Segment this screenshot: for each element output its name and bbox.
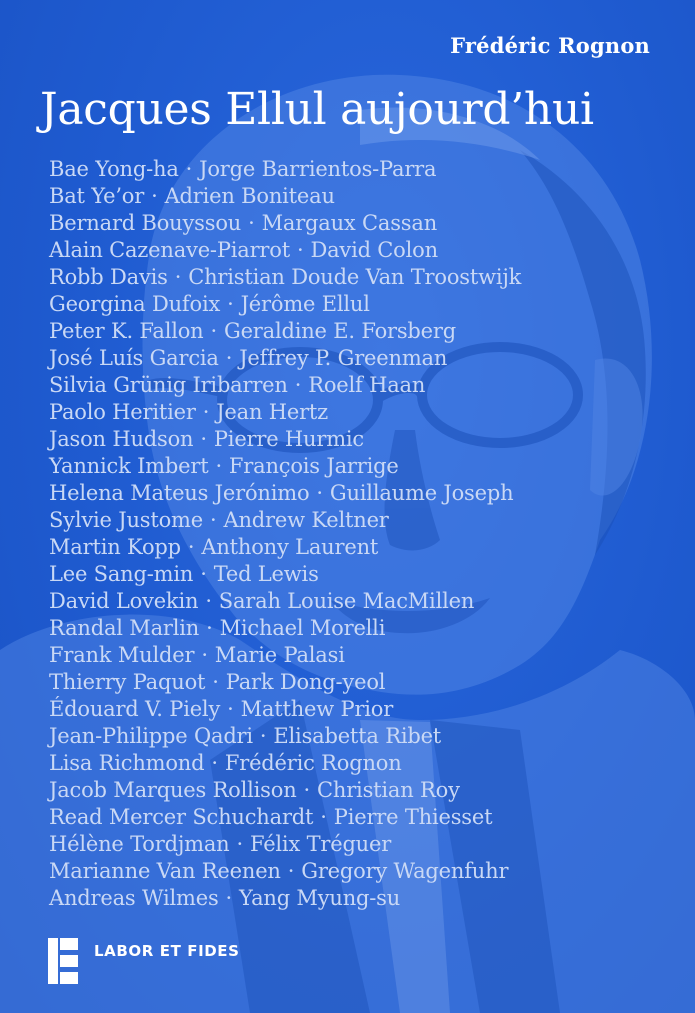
name-separator: ·: [227, 292, 234, 316]
contributor-name: Michael Morelli: [219, 616, 386, 640]
contributor-line: [49, 534, 669, 561]
contributor-name: Jason Hudson: [49, 427, 194, 451]
name-separator: ·: [206, 616, 213, 640]
contributor-line: [49, 318, 669, 345]
contributor-name: Margaux Cassan: [261, 211, 438, 235]
contributor-name: Christian Doude Van Troostwijk: [188, 265, 522, 289]
contributor-name: Bernard Bouyssou: [49, 211, 242, 235]
contributor-name: Yang Myung-su: [239, 886, 401, 910]
contributor-name: Félix Tréguer: [249, 832, 392, 856]
contributor-line: [49, 183, 669, 210]
contributor-name: Jacob Marques Rollison: [49, 778, 297, 802]
contributor-name: Marianne Van Reenen: [49, 859, 281, 883]
contributor-line: [49, 858, 669, 885]
contributor-line: [49, 156, 669, 183]
contributor-name: Matthew Prior: [240, 697, 394, 721]
name-separator: ·: [294, 373, 302, 397]
contributor-line: [49, 696, 669, 723]
contributor-list: [49, 156, 669, 912]
contributor-line: [49, 804, 669, 831]
contributor-line: [49, 426, 669, 453]
name-separator: ·: [201, 643, 208, 667]
contributor-name: Roelf Haan: [308, 373, 426, 397]
name-separator: ·: [236, 832, 243, 856]
name-separator: ·: [215, 454, 222, 478]
contributor-line: [49, 831, 669, 858]
contributor-name: Anthony Laurent: [201, 535, 379, 559]
name-separator: ·: [303, 778, 311, 802]
contributor-name: Elisabetta Ribet: [273, 724, 442, 748]
contributor-name: Adrien Boniteau: [164, 184, 335, 208]
contributor-line: [49, 885, 669, 912]
contributor-name: Hélène Tordjman: [49, 832, 230, 856]
contributor-name: Peter K. Fallon: [49, 319, 204, 343]
name-separator: ·: [185, 157, 193, 181]
contributor-name: Guillaume Joseph: [329, 481, 514, 505]
contributor-name: Jean-Philippe Qadri: [49, 724, 253, 748]
contributor-name: David Lovekin: [49, 589, 199, 613]
contributor-name: Sylvie Justome: [49, 508, 203, 532]
contributor-line: [49, 237, 669, 264]
contributor-name: Yannick Imbert: [49, 454, 209, 478]
contributor-name: Martin Kopp: [49, 535, 181, 559]
contributor-line: [49, 453, 669, 480]
contributor-name: Jorge Barrientos-Parra: [199, 157, 437, 181]
publisher-logo-icon: [48, 938, 78, 984]
name-separator: ·: [259, 724, 267, 748]
contributor-name: Jean Hertz: [216, 400, 329, 424]
contributor-name: Andrew Keltner: [223, 508, 389, 532]
contributor-line: [49, 588, 669, 615]
publisher-block: [48, 938, 240, 984]
name-separator: ·: [320, 805, 327, 829]
contributor-name: Christian Roy: [317, 778, 460, 802]
name-separator: ·: [200, 562, 207, 586]
contributor-line: [49, 345, 669, 372]
contributor-name: Helena Mateus Jerónimo: [49, 481, 310, 505]
publisher-name: LABOR ET FIDES: [94, 942, 240, 960]
contributor-line: [49, 615, 669, 642]
name-separator: ·: [210, 319, 217, 343]
contributor-line: [49, 777, 669, 804]
contributor-line: [49, 642, 669, 669]
name-separator: ·: [210, 508, 217, 532]
contributor-name: Sarah Louise MacMillen: [218, 589, 475, 613]
contributor-name: Pierre Thiesset: [333, 805, 493, 829]
contributor-name: Lisa Richmond: [49, 751, 205, 775]
name-separator: ·: [211, 751, 218, 775]
name-separator: ·: [202, 400, 210, 424]
contributor-name: Geraldine E. Forsberg: [224, 319, 456, 343]
contributor-name: Gregory Wagenfuhr: [301, 859, 509, 883]
name-separator: ·: [248, 211, 255, 235]
contributor-line: [49, 210, 669, 237]
name-separator: ·: [187, 535, 195, 559]
contributor-name: Lee Sang-min: [49, 562, 194, 586]
name-separator: ·: [174, 265, 182, 289]
contributor-line: [49, 372, 669, 399]
contributor-line: [49, 291, 669, 318]
contributor-name: Randal Marlin: [49, 616, 200, 640]
contributor-name: Read Mercer Schuchardt: [49, 805, 314, 829]
name-separator: ·: [287, 859, 295, 883]
book-title: Jacques Ellul aujourd’hui: [40, 84, 594, 135]
name-separator: ·: [227, 697, 234, 721]
name-separator: ·: [296, 238, 304, 262]
contributor-line: [49, 750, 669, 777]
name-separator: ·: [316, 481, 323, 505]
contributor-name: François Jarrige: [228, 454, 399, 478]
contributor-name: José Luís Garcia: [49, 346, 219, 370]
contributor-name: Thierry Paquot: [49, 670, 206, 694]
contributor-name: Jérôme Ellul: [240, 292, 370, 316]
contributor-name: Andreas Wilmes: [49, 886, 219, 910]
contributor-name: Frédéric Rognon: [224, 751, 402, 775]
contributor-name: David Colon: [310, 238, 438, 262]
contributor-name: Marie Palasi: [214, 643, 345, 667]
contributor-name: Paolo Heritier: [49, 400, 196, 424]
name-separator: ·: [212, 670, 219, 694]
name-separator: ·: [225, 886, 233, 910]
contributor-name: Pierre Hurmic: [213, 427, 364, 451]
contributor-name: Georgina Dufoix: [49, 292, 221, 316]
contributor-line: [49, 264, 669, 291]
contributor-name: Bat Ye’or: [49, 184, 145, 208]
contributor-name: Ted Lewis: [213, 562, 319, 586]
contributor-name: Frank Mulder: [49, 643, 195, 667]
contributor-line: [49, 399, 669, 426]
contributor-name: Jeffrey P. Greenman: [239, 346, 448, 370]
contributor-line: [49, 480, 669, 507]
contributor-line: [49, 507, 669, 534]
contributor-name: Édouard V. Piely: [49, 697, 221, 721]
name-separator: ·: [151, 184, 158, 208]
contributor-line: [49, 723, 669, 750]
contributor-line: [49, 669, 669, 696]
name-separator: ·: [225, 346, 233, 370]
contributor-name: Bae Yong-ha: [49, 157, 179, 181]
contributor-name: Robb Davis: [49, 265, 168, 289]
contributor-name: Alain Cazenave-Piarrot: [49, 238, 290, 262]
contributor-name: Park Dong-yeol: [225, 670, 386, 694]
author-name: Frédéric Rognon: [450, 33, 650, 58]
contributor-name: Silvia Grünig Iribarren: [49, 373, 288, 397]
contributor-line: [49, 561, 669, 588]
name-separator: ·: [200, 427, 207, 451]
name-separator: ·: [205, 589, 212, 613]
